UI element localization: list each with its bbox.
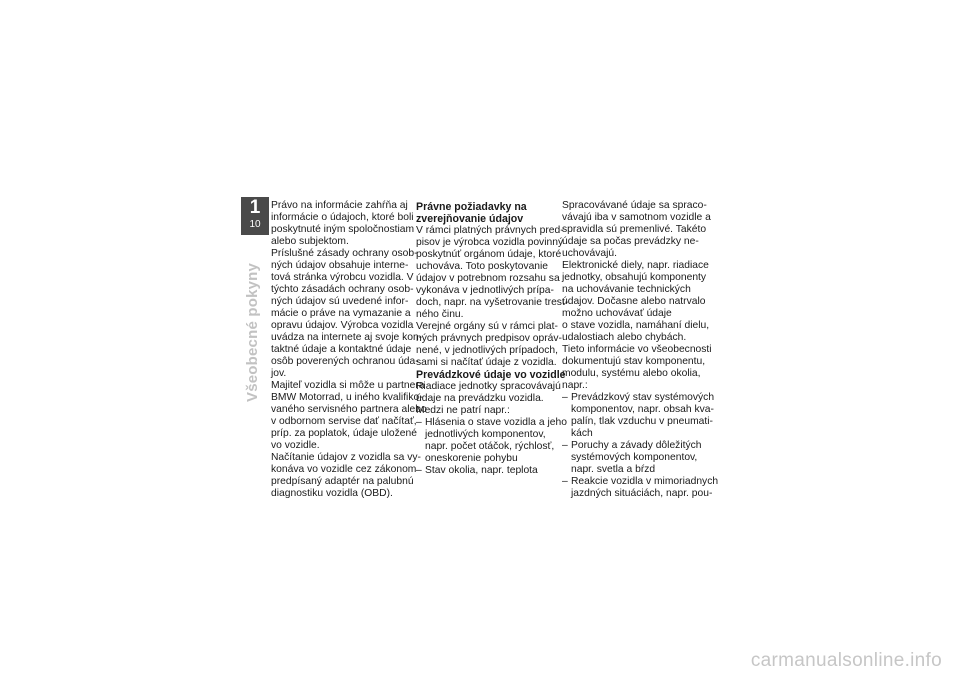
text-line: vávajú iba v samotnom vozidle a xyxy=(562,212,711,223)
heading-operational-data: Prevádzkové údaje vo vozidle xyxy=(416,369,566,381)
text-line: sami si načítať údaje z vozidla. xyxy=(416,357,557,368)
bullet-dash: – xyxy=(416,417,422,428)
text-line: Medzi ne patrí napr.: xyxy=(416,405,510,416)
bullet-item xyxy=(562,440,714,452)
text-line: mácie o práve na vymazanie a xyxy=(271,308,411,319)
text-line: modulu, systému alebo okolia, xyxy=(562,368,701,379)
chapter-marker xyxy=(241,197,269,235)
text-line: informácie o údajoch, ktoré boli xyxy=(271,212,414,223)
text-line: ných právnych predpisov opráv- xyxy=(416,333,562,344)
text-line: predpísaný adaptér na palubnú xyxy=(271,476,414,487)
bullet-item xyxy=(416,417,568,429)
bullet-continuation xyxy=(416,453,568,465)
text-line: zverejňovanie údajov xyxy=(416,213,524,225)
text-line: údajov v potrebnom rozsahu sa xyxy=(416,273,560,284)
paragraph-operational xyxy=(416,381,568,417)
text-line: poskytnuté iným spoločnostiam xyxy=(271,224,415,235)
text-line: ného činu. xyxy=(416,309,464,320)
text-line: osôb poverených ochranou úda- xyxy=(271,356,419,367)
bullet-list-stored-data xyxy=(562,392,719,500)
bullet-text: oneskorenie pohybu xyxy=(425,453,518,464)
text-line: Príslušné zásady ochrany osob- xyxy=(271,248,418,259)
bullet-text: napr. svetla a bŕzd xyxy=(571,464,656,475)
text-line: spravidla sú premenlivé. Takéto xyxy=(562,224,707,235)
bullet-text: palín, tlak vzduchu v pneumati- xyxy=(571,416,713,427)
bullet-dash: – xyxy=(562,476,568,487)
text-line: údaje na prevádzku vozidla. xyxy=(416,393,544,404)
bullet-continuation xyxy=(562,404,714,416)
text-line: Riadiace jednotky spracovávajú xyxy=(416,381,561,392)
text-line: Tieto informácie vo všeobecnosti xyxy=(562,344,712,355)
text-line: nené, v jednotlivých prípadoch, xyxy=(416,345,558,356)
bullet-text: jednotlivých komponentov, xyxy=(425,429,546,440)
text-column-1 xyxy=(271,200,427,500)
text-line: tová stránka výrobcu vozidla. V xyxy=(271,272,414,283)
bullet-continuation xyxy=(562,452,714,464)
text-line: jednotky, obsahujú komponenty xyxy=(562,272,707,283)
bullet-continuation xyxy=(562,428,714,440)
text-line: týchto zásadách ochrany osob- xyxy=(271,284,414,295)
bullet-continuation xyxy=(416,441,568,453)
text-line: udalostiach alebo chybách. xyxy=(562,332,687,343)
text-line: taktné údaje a kontaktné údaje xyxy=(271,344,412,355)
bullet-dash: – xyxy=(562,440,568,451)
bullet-continuation xyxy=(562,488,714,500)
text-line: Majiteľ vozidla si môže u partnera xyxy=(271,380,425,391)
bullet-text: Hlásenia o stave vozidla a jeho xyxy=(425,417,567,428)
text-line: BMW Motorrad, u iného kvalifiko- xyxy=(271,392,423,403)
text-column-2 xyxy=(416,201,568,477)
text-line: údajov. Dočasne alebo natrvalo xyxy=(562,296,706,307)
section-title-vertical: Všeobecné pokyny xyxy=(244,262,261,402)
text-line: možno uchovávať údaje xyxy=(562,308,672,319)
bullet-continuation xyxy=(562,464,714,476)
text-line: dokumentujú stav komponentu, xyxy=(562,356,706,367)
bullet-text: Prevádzkový stav systémových xyxy=(571,392,715,403)
bullet-list-operational xyxy=(416,417,568,477)
text-line: vaného servisného partnera alebo xyxy=(271,404,427,415)
text-line: ných údajov obsahuje interne- xyxy=(271,260,409,271)
text-line: alebo subjektom. xyxy=(271,236,349,247)
bullet-text: jazdných situáciách, napr. pou- xyxy=(571,488,713,499)
text-line: údaje sa počas prevádzky ne- xyxy=(562,236,699,247)
text-line: doch, napr. na vyšetrovanie trest- xyxy=(416,297,569,308)
text-line: konáva vo vozidle cez zákonom xyxy=(271,464,417,475)
chapter-number: 1 xyxy=(249,197,261,218)
text-line: vo vozidle. xyxy=(271,440,320,451)
text-line: jov. xyxy=(271,368,287,379)
text-line: opravu údajov. Výrobca vozidla xyxy=(271,320,414,331)
bullet-continuation xyxy=(416,429,568,441)
bullet-item xyxy=(562,392,714,404)
text-line: Načítanie údajov z vozidla sa vy- xyxy=(271,452,421,463)
text-line: pisov je výrobca vozidla povinný xyxy=(416,237,564,248)
text-line: vykonáva v jednotlivých prípa- xyxy=(416,285,554,296)
text-line: uchovávajú. xyxy=(562,248,617,259)
bullet-text: komponentov, napr. obsah kva- xyxy=(571,404,714,415)
text-line: napr.: xyxy=(562,380,588,391)
text-line: V rámci platných právnych pred- xyxy=(416,225,564,236)
text-line: uvádza na internete aj svoje kon- xyxy=(271,332,423,343)
text-line: Právne požiadavky na xyxy=(416,201,527,213)
page-number: 10 xyxy=(249,219,261,230)
heading-legal-requirements xyxy=(416,201,568,225)
paragraph-legal xyxy=(416,225,568,369)
bullet-dash: – xyxy=(562,392,568,403)
bullet-continuation xyxy=(562,416,714,428)
text-line: v odbornom servise dať načítať, xyxy=(271,416,417,427)
text-column-3 xyxy=(562,200,719,500)
watermark: carmanualsonline.info xyxy=(750,650,942,671)
text-line: Verejné orgány sú v rámci plat- xyxy=(416,321,558,332)
text-line: uchováva. Toto poskytovanie xyxy=(416,261,549,272)
text-line: Spracovávané údaje sa spraco- xyxy=(562,200,707,211)
text-line: poskytnúť orgánom údaje, ktoré xyxy=(416,249,562,260)
text-line: o stave vozidla, namáhaní dielu, xyxy=(562,320,710,331)
paragraph-stored-data xyxy=(562,200,714,392)
text-line: ných údajov sú uvedené infor- xyxy=(271,296,409,307)
bullet-item xyxy=(416,465,568,477)
text-line: príp. za poplatok, údaje uložené xyxy=(271,428,417,439)
bullet-text: napr. počet otáčok, rýchlosť, xyxy=(425,441,555,452)
bullet-dash: – xyxy=(416,465,422,476)
bullet-item xyxy=(562,476,719,488)
text-line: diagnostiku vozidla (OBD). xyxy=(271,488,393,499)
text-line: Elektronické diely, napr. riadiace xyxy=(562,260,709,271)
text-line: na uchovávanie technických xyxy=(562,284,691,295)
bullet-text: Stav okolia, napr. teplota xyxy=(425,465,538,476)
column1-paragraphs xyxy=(271,200,427,500)
bullet-text: Poruchy a závady dôležitých xyxy=(571,440,702,451)
bullet-text: Reakcie vozidla v mimoriadnych xyxy=(571,476,719,487)
bullet-text: systémových komponentov, xyxy=(571,452,698,463)
bullet-text: kách xyxy=(571,428,593,439)
text-line: Právo na informácie zahŕňa aj xyxy=(271,200,408,211)
